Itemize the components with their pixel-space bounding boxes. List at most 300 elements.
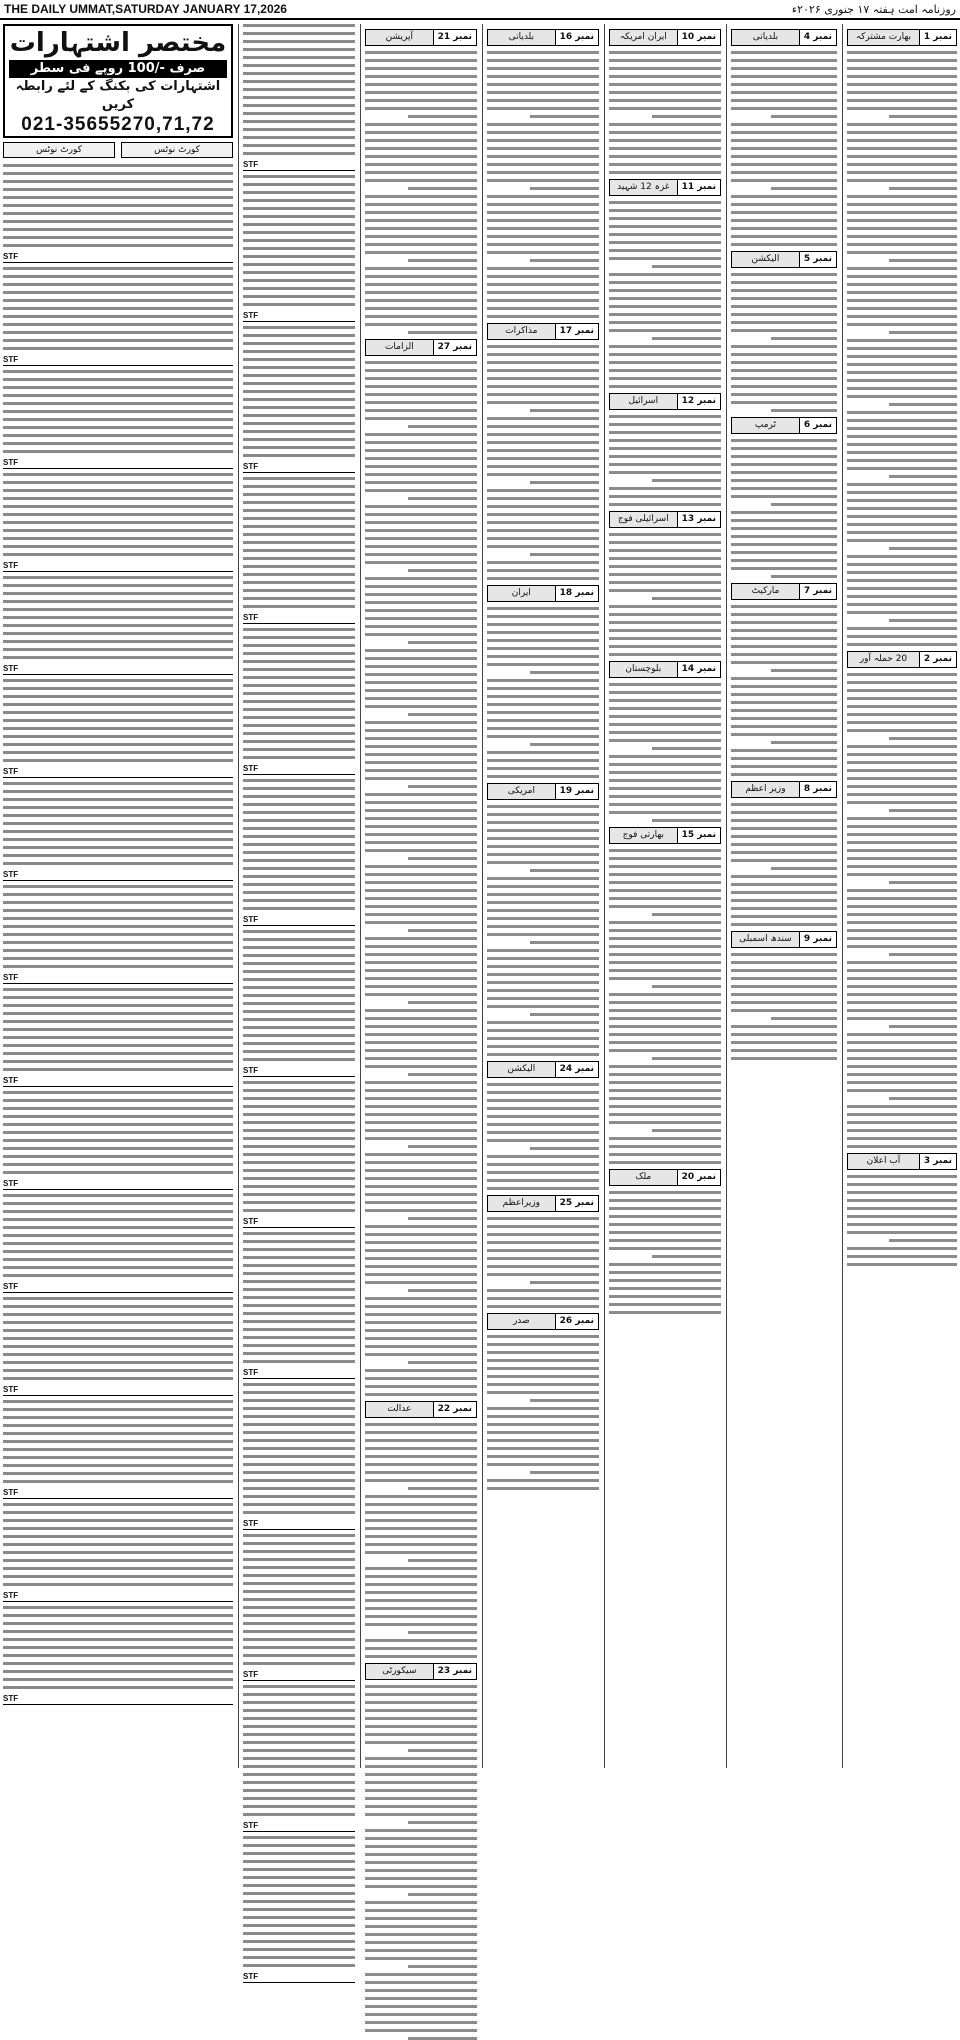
text-line (847, 1263, 957, 1266)
news-item-header (731, 583, 837, 600)
text-line (609, 715, 721, 718)
text-line (243, 1606, 355, 1609)
text-line (3, 1131, 233, 1134)
text-line (889, 953, 957, 956)
text-line (609, 163, 721, 166)
text-line (365, 2013, 477, 2016)
text-line (365, 1479, 477, 1482)
text-line (731, 479, 837, 482)
text-line (609, 463, 721, 466)
text-line (771, 337, 837, 340)
text-line (243, 1956, 355, 1959)
court-notice (3, 1400, 233, 1499)
text-line (847, 1049, 957, 1052)
text-line (243, 1550, 355, 1553)
news-item-category: غزہ 12 شہید (610, 180, 677, 195)
text-line (731, 749, 837, 752)
text-line (609, 605, 721, 608)
text-line (365, 1741, 477, 1744)
text-line (847, 1231, 957, 1234)
text-line (243, 342, 355, 345)
text-line (487, 623, 599, 626)
text-line (847, 801, 957, 804)
text-line (243, 1614, 355, 1617)
text-line (847, 889, 957, 892)
text-line (243, 199, 355, 202)
text-line (3, 1060, 233, 1063)
text-line (3, 386, 233, 389)
text-line (243, 1813, 355, 1816)
text-line (365, 1973, 477, 1976)
text-line (243, 398, 355, 401)
article-text (731, 803, 837, 926)
text-line (847, 1057, 957, 1060)
text-line (243, 1638, 355, 1641)
text-line (487, 291, 599, 294)
text-line (609, 67, 721, 70)
text-line (847, 195, 957, 198)
text-line (609, 423, 721, 426)
court-notice (3, 267, 233, 366)
text-line (243, 1789, 355, 1792)
news-items (609, 29, 721, 1314)
text-line (365, 2029, 477, 2032)
text-line (847, 785, 957, 788)
news-item-number: نمبر 11 (677, 180, 720, 195)
text-line (3, 854, 233, 857)
text-line (365, 171, 477, 174)
text-line (487, 283, 599, 286)
text-line (243, 1511, 355, 1514)
text-line (3, 1036, 233, 1039)
text-line (243, 152, 355, 155)
text-line (365, 689, 477, 692)
text-line (487, 489, 599, 492)
text-line (847, 275, 957, 278)
text-line (3, 909, 233, 912)
news-item-number: نمبر 9 (799, 932, 836, 947)
text-line (408, 187, 477, 190)
text-line (365, 1185, 477, 1188)
text-line (889, 115, 957, 118)
text-line (3, 434, 233, 437)
text-line (487, 307, 599, 310)
text-line (3, 1646, 233, 1649)
news-items (731, 29, 837, 1060)
text-line (889, 403, 957, 406)
news-item-category: وزیر اعظم (732, 782, 799, 797)
text-line (3, 719, 233, 722)
text-line (365, 881, 477, 884)
text-line (3, 497, 233, 500)
text-line (731, 535, 837, 538)
text-line (365, 227, 477, 230)
text-line (487, 759, 599, 762)
text-line (609, 1239, 721, 1242)
text-line (889, 1239, 957, 1242)
text-line (3, 648, 233, 651)
text-line (609, 857, 721, 860)
text-line (365, 1837, 477, 1840)
text-line (487, 655, 599, 658)
text-line (3, 1543, 233, 1546)
text-line (847, 51, 957, 54)
court-notice (3, 1194, 233, 1293)
text-line (609, 795, 721, 798)
text-line (609, 723, 721, 726)
text-line (609, 281, 721, 284)
text-line (609, 771, 721, 774)
text-line (243, 1113, 355, 1116)
text-line (3, 1670, 233, 1673)
text-line (365, 1233, 477, 1236)
text-line (365, 1623, 477, 1626)
text-line (487, 1053, 599, 1056)
text-line (365, 275, 477, 278)
text-line (3, 751, 233, 754)
text-line (731, 559, 837, 562)
text-line (3, 180, 233, 183)
text-line (3, 1202, 233, 1205)
text-line (609, 1049, 721, 1052)
text-line (365, 1917, 477, 1920)
text-line (731, 717, 837, 720)
text-line (3, 1052, 233, 1055)
text-line (530, 409, 599, 412)
text-line (365, 1781, 477, 1784)
text-line (365, 737, 477, 740)
text-line (847, 627, 957, 630)
text-line (365, 729, 477, 732)
text-line (609, 1025, 721, 1028)
text-line (847, 563, 957, 566)
text-line (365, 1033, 477, 1036)
text-line (243, 1924, 355, 1927)
text-line (243, 962, 355, 965)
text-line (243, 636, 355, 639)
text-line (487, 1225, 599, 1228)
text-line (243, 517, 355, 520)
text-line (731, 171, 837, 174)
text-line (731, 83, 837, 86)
text-line (487, 385, 599, 388)
text-line (3, 450, 233, 453)
text-line (530, 481, 599, 484)
text-line (609, 131, 721, 134)
article-text (487, 1083, 599, 1190)
text-line (243, 565, 355, 568)
text-line (487, 243, 599, 246)
text-line (847, 635, 957, 638)
text-line (365, 1129, 477, 1132)
text-line (731, 353, 837, 356)
text-line (243, 835, 355, 838)
text-line (3, 933, 233, 936)
text-line (731, 953, 837, 956)
text-line (365, 1701, 477, 1704)
stf-label: STF (243, 1972, 355, 1983)
text-line (731, 1049, 837, 1052)
news-item-number: نمبر 15 (677, 828, 720, 843)
text-line (652, 913, 721, 916)
text-line (3, 545, 233, 548)
masthead-english-title: THE DAILY UMMAT,SATURDAY JANUARY 17,2026 (4, 2, 287, 16)
text-line (609, 637, 721, 640)
text-line (609, 471, 721, 474)
text-line (243, 303, 355, 306)
text-line (847, 411, 957, 414)
news-item-category: آپریشن (366, 30, 433, 45)
text-line (847, 91, 957, 94)
court-notice (243, 1685, 355, 1832)
text-line (243, 255, 355, 258)
text-line (365, 315, 477, 318)
text-line (243, 803, 355, 806)
text-line (243, 549, 355, 552)
text-line (3, 1606, 233, 1609)
text-line (609, 731, 721, 734)
text-line (731, 827, 837, 830)
text-line (771, 409, 837, 412)
text-line (652, 1129, 721, 1132)
text-line (487, 1391, 599, 1394)
text-line (243, 1964, 355, 1967)
text-line (243, 406, 355, 409)
news-item-number: نمبر 17 (555, 324, 598, 339)
text-line (243, 644, 355, 647)
text-line (3, 1297, 233, 1300)
text-line (487, 829, 599, 832)
text-line (365, 889, 477, 892)
text-line (365, 1273, 477, 1276)
text-line (731, 693, 837, 696)
text-line (365, 705, 477, 708)
classified-phone: 021-35655270,71,72 (21, 114, 215, 135)
text-line (847, 443, 957, 446)
text-line (487, 251, 599, 254)
text-line (365, 1885, 477, 1888)
text-line (243, 1288, 355, 1291)
text-line (243, 1097, 355, 1100)
text-line (243, 1121, 355, 1124)
text-line (731, 123, 837, 126)
text-line (609, 977, 721, 980)
text-line (3, 1139, 233, 1142)
text-line (243, 1383, 355, 1386)
text-line (365, 913, 477, 916)
text-line (731, 985, 837, 988)
news-item-category: بلوچستان (610, 662, 677, 677)
text-line (889, 737, 957, 740)
text-line (3, 426, 233, 429)
stf-label: STF (3, 1076, 233, 1087)
text-line (847, 107, 957, 110)
text-line (487, 267, 599, 270)
text-line (847, 59, 957, 62)
text-line (243, 1868, 355, 1871)
text-line (3, 196, 233, 199)
text-line (3, 838, 233, 841)
text-line (487, 695, 599, 698)
text-line (365, 537, 477, 540)
text-line (243, 1026, 355, 1029)
text-line (3, 727, 233, 730)
text-line (731, 91, 837, 94)
text-line (731, 361, 837, 364)
text-line (609, 225, 721, 228)
text-line (847, 865, 957, 868)
text-line (365, 833, 477, 836)
text-line (487, 1021, 599, 1024)
text-line (487, 1431, 599, 1434)
text-line (365, 1861, 477, 1864)
news-item-category: سیکورٹی (366, 1664, 433, 1679)
text-line (487, 1367, 599, 1370)
text-line (609, 557, 721, 560)
text-line (652, 819, 721, 822)
text-line (365, 267, 477, 270)
article-text (731, 439, 837, 578)
text-line (243, 136, 355, 139)
text-line (365, 953, 477, 956)
text-line (731, 725, 837, 728)
text-line (243, 946, 355, 949)
text-line (847, 283, 957, 286)
court-notice (243, 326, 355, 473)
text-line (365, 465, 477, 468)
text-line (731, 385, 837, 388)
text-line (243, 1582, 355, 1585)
court-notice (243, 930, 355, 1077)
stf-label: STF (3, 561, 233, 572)
text-line (771, 867, 837, 870)
stf-label: STF (3, 1591, 233, 1602)
text-line (365, 291, 477, 294)
text-line (3, 1258, 233, 1261)
text-line (609, 889, 721, 892)
text-line (847, 1215, 957, 1218)
text-line (3, 1527, 233, 1530)
text-line (487, 711, 599, 714)
text-line (847, 251, 957, 254)
text-line (408, 1965, 477, 1968)
text-line (771, 115, 837, 118)
text-line (609, 155, 721, 158)
text-line (731, 835, 837, 838)
text-line (243, 1860, 355, 1863)
text-line (487, 1257, 599, 1260)
text-line (243, 1701, 355, 1704)
text-line (847, 673, 957, 676)
news-column (606, 24, 724, 1768)
article-text (731, 953, 837, 1060)
text-line (487, 275, 599, 278)
text-line (609, 621, 721, 624)
text-line (243, 1797, 355, 1800)
text-line (731, 59, 837, 62)
text-line (243, 1773, 355, 1776)
text-line (731, 155, 837, 158)
text-line (609, 707, 721, 710)
text-line (609, 683, 721, 686)
text-line (609, 945, 721, 948)
news-items (847, 29, 957, 1266)
news-column (484, 24, 602, 1768)
text-line (487, 1463, 599, 1466)
text-line (731, 131, 837, 134)
text-line (243, 851, 355, 854)
text-line (731, 605, 837, 608)
text-line (487, 853, 599, 856)
text-line (3, 949, 233, 952)
text-line (365, 841, 477, 844)
text-line (847, 427, 957, 430)
news-item-header (609, 179, 721, 196)
text-line (731, 819, 837, 822)
text-line (365, 1615, 477, 1618)
text-line (847, 243, 957, 246)
text-line (243, 1646, 355, 1649)
text-line (487, 821, 599, 824)
text-line (365, 1599, 477, 1602)
text-line (365, 1329, 477, 1332)
text-line (731, 977, 837, 980)
text-line (652, 1255, 721, 1258)
text-line (365, 1121, 477, 1124)
text-line (731, 321, 837, 324)
news-item-number: نمبر 19 (555, 784, 598, 799)
text-line (530, 1281, 599, 1284)
text-line (847, 323, 957, 326)
text-line (365, 873, 477, 876)
stf-label: STF (243, 915, 355, 926)
news-item-category: عدالت (366, 1402, 433, 1417)
news-item-header (609, 1169, 721, 1186)
text-line (731, 243, 837, 246)
text-line (609, 803, 721, 806)
stf-label: STF (243, 1066, 355, 1077)
news-item-category: بھارت مشترکہ (848, 30, 919, 45)
text-line (652, 1057, 721, 1060)
text-line (487, 925, 599, 928)
text-line (487, 1241, 599, 1244)
text-line (652, 337, 721, 340)
text-line (3, 1028, 233, 1031)
text-line (609, 171, 721, 174)
text-line (487, 353, 599, 356)
text-line (243, 104, 355, 107)
text-line (243, 986, 355, 989)
text-line (408, 1559, 477, 1562)
text-line (243, 899, 355, 902)
text-line (365, 1025, 477, 1028)
text-line (530, 259, 599, 262)
text-line (609, 273, 721, 276)
text-line (365, 481, 477, 484)
text-line (889, 187, 957, 190)
text-line (243, 907, 355, 910)
news-item-number: نمبر 23 (433, 1664, 476, 1679)
text-line (243, 819, 355, 822)
text-line (609, 75, 721, 78)
text-line (609, 1121, 721, 1124)
news-item-category: بلدیاتی (732, 30, 799, 45)
text-line (731, 811, 837, 814)
news-item-category: اسرائیل (610, 394, 677, 409)
text-line (365, 409, 477, 412)
text-line (771, 741, 837, 744)
text-line (731, 875, 837, 878)
